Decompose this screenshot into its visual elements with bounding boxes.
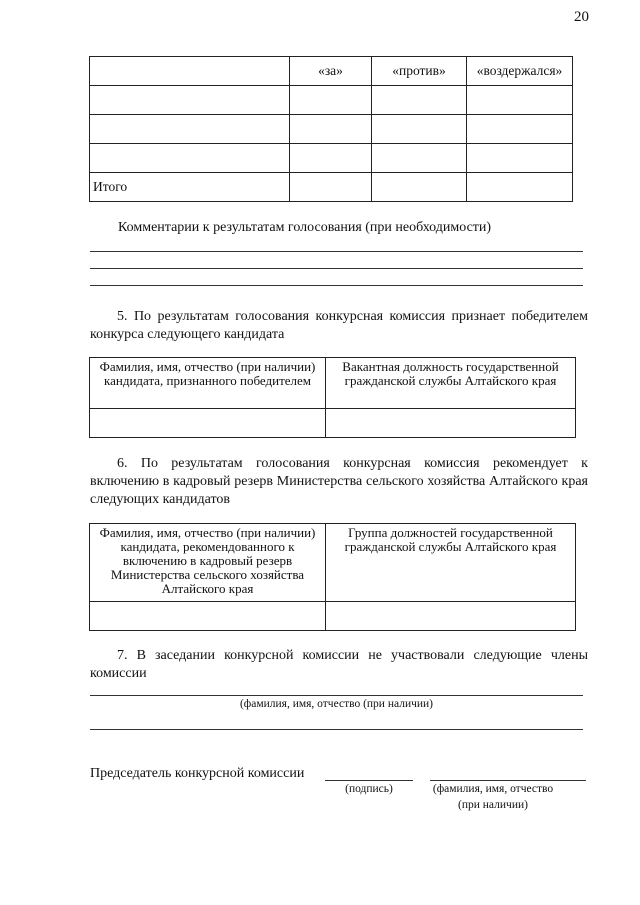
signature-line[interactable] [325, 780, 413, 781]
table-row [90, 115, 573, 144]
reserve-table [89, 523, 576, 631]
vote-header-against: «против» [372, 57, 467, 86]
table-cell[interactable] [90, 86, 290, 115]
vote-header-abstain: «воздержался» [467, 57, 573, 86]
chairman-label: Председатель конкурсной комиссии [90, 766, 305, 781]
table-row [90, 144, 573, 173]
comment-line[interactable] [90, 285, 583, 286]
vote-table-header-row [90, 57, 573, 86]
table-cell[interactable] [372, 115, 467, 144]
table-cell[interactable] [290, 115, 372, 144]
comment-line[interactable] [90, 268, 583, 269]
vacant-position-header: Вакантная должность государственной гражданской службы Алтайского края [326, 358, 576, 409]
section-6-text: 6. По результатам голосования конкурсная комиссия рекомендует к включению в кадровый резерв Министерства сельского хозяйства Алтайского края следующих кандидатов [90, 456, 588, 507]
table-row [90, 602, 576, 631]
table-cell[interactable] [467, 173, 573, 202]
table-cell[interactable] [372, 144, 467, 173]
reserve-name-header: Фамилия, имя, отчество (при наличии) кандидата, рекомендованного к включению в кадровый резерв Министерства сельского хозяйства Алтайского края [90, 524, 326, 602]
table-cell[interactable] [290, 86, 372, 115]
winner-name-cell[interactable] [90, 409, 326, 438]
absent-members-line[interactable] [90, 695, 583, 696]
table-cell[interactable] [90, 144, 290, 173]
name-line[interactable] [430, 780, 586, 781]
table-row [90, 86, 573, 115]
table-cell[interactable] [467, 144, 573, 173]
winner-name-header: Фамилия, имя, отчество (при наличии) кандидата, признанного победителем [90, 358, 326, 409]
table-row [90, 409, 576, 438]
reserve-name-cell[interactable] [90, 602, 326, 631]
page-number: 20 [574, 9, 589, 25]
winner-table-header-row [90, 358, 576, 409]
total-label: Итого [90, 173, 290, 202]
table-cell[interactable] [290, 173, 372, 202]
vote-table-total-row [90, 173, 573, 202]
section-5-text: 5. По результатам голосования конкурсная комиссия признает победителем конкурса следующего кандидата [90, 309, 588, 342]
vacant-position-cell[interactable] [326, 409, 576, 438]
absent-members-caption: (фамилия, имя, отчество (при наличии) [239, 698, 434, 710]
reserve-table-header-row [90, 524, 576, 602]
absent-members-line[interactable] [90, 729, 583, 730]
position-group-header: Группа должностей государственной гражданской службы Алтайского края [326, 524, 576, 602]
name-caption-line2: (при наличии) [458, 799, 528, 811]
name-caption-line1: (фамилия, имя, отчество [432, 783, 554, 795]
table-cell[interactable] [90, 115, 290, 144]
section-7-text: 7. В заседании конкурсной комиссии не участвовали следующие члены комиссии [90, 648, 588, 681]
table-cell[interactable] [467, 86, 573, 115]
comments-label: Комментарии к результатам голосования (при необходимости) [118, 220, 492, 235]
winner-table [89, 357, 576, 438]
table-cell[interactable] [290, 144, 372, 173]
vote-header-for: «за» [290, 57, 372, 86]
vote-results-table [89, 56, 573, 202]
table-cell[interactable] [372, 173, 467, 202]
table-cell[interactable] [372, 86, 467, 115]
table-cell[interactable] [467, 115, 573, 144]
signature-caption: (подпись) [345, 783, 393, 795]
comment-line[interactable] [90, 251, 583, 252]
position-group-cell[interactable] [326, 602, 576, 631]
vote-table-empty-header [90, 57, 290, 86]
